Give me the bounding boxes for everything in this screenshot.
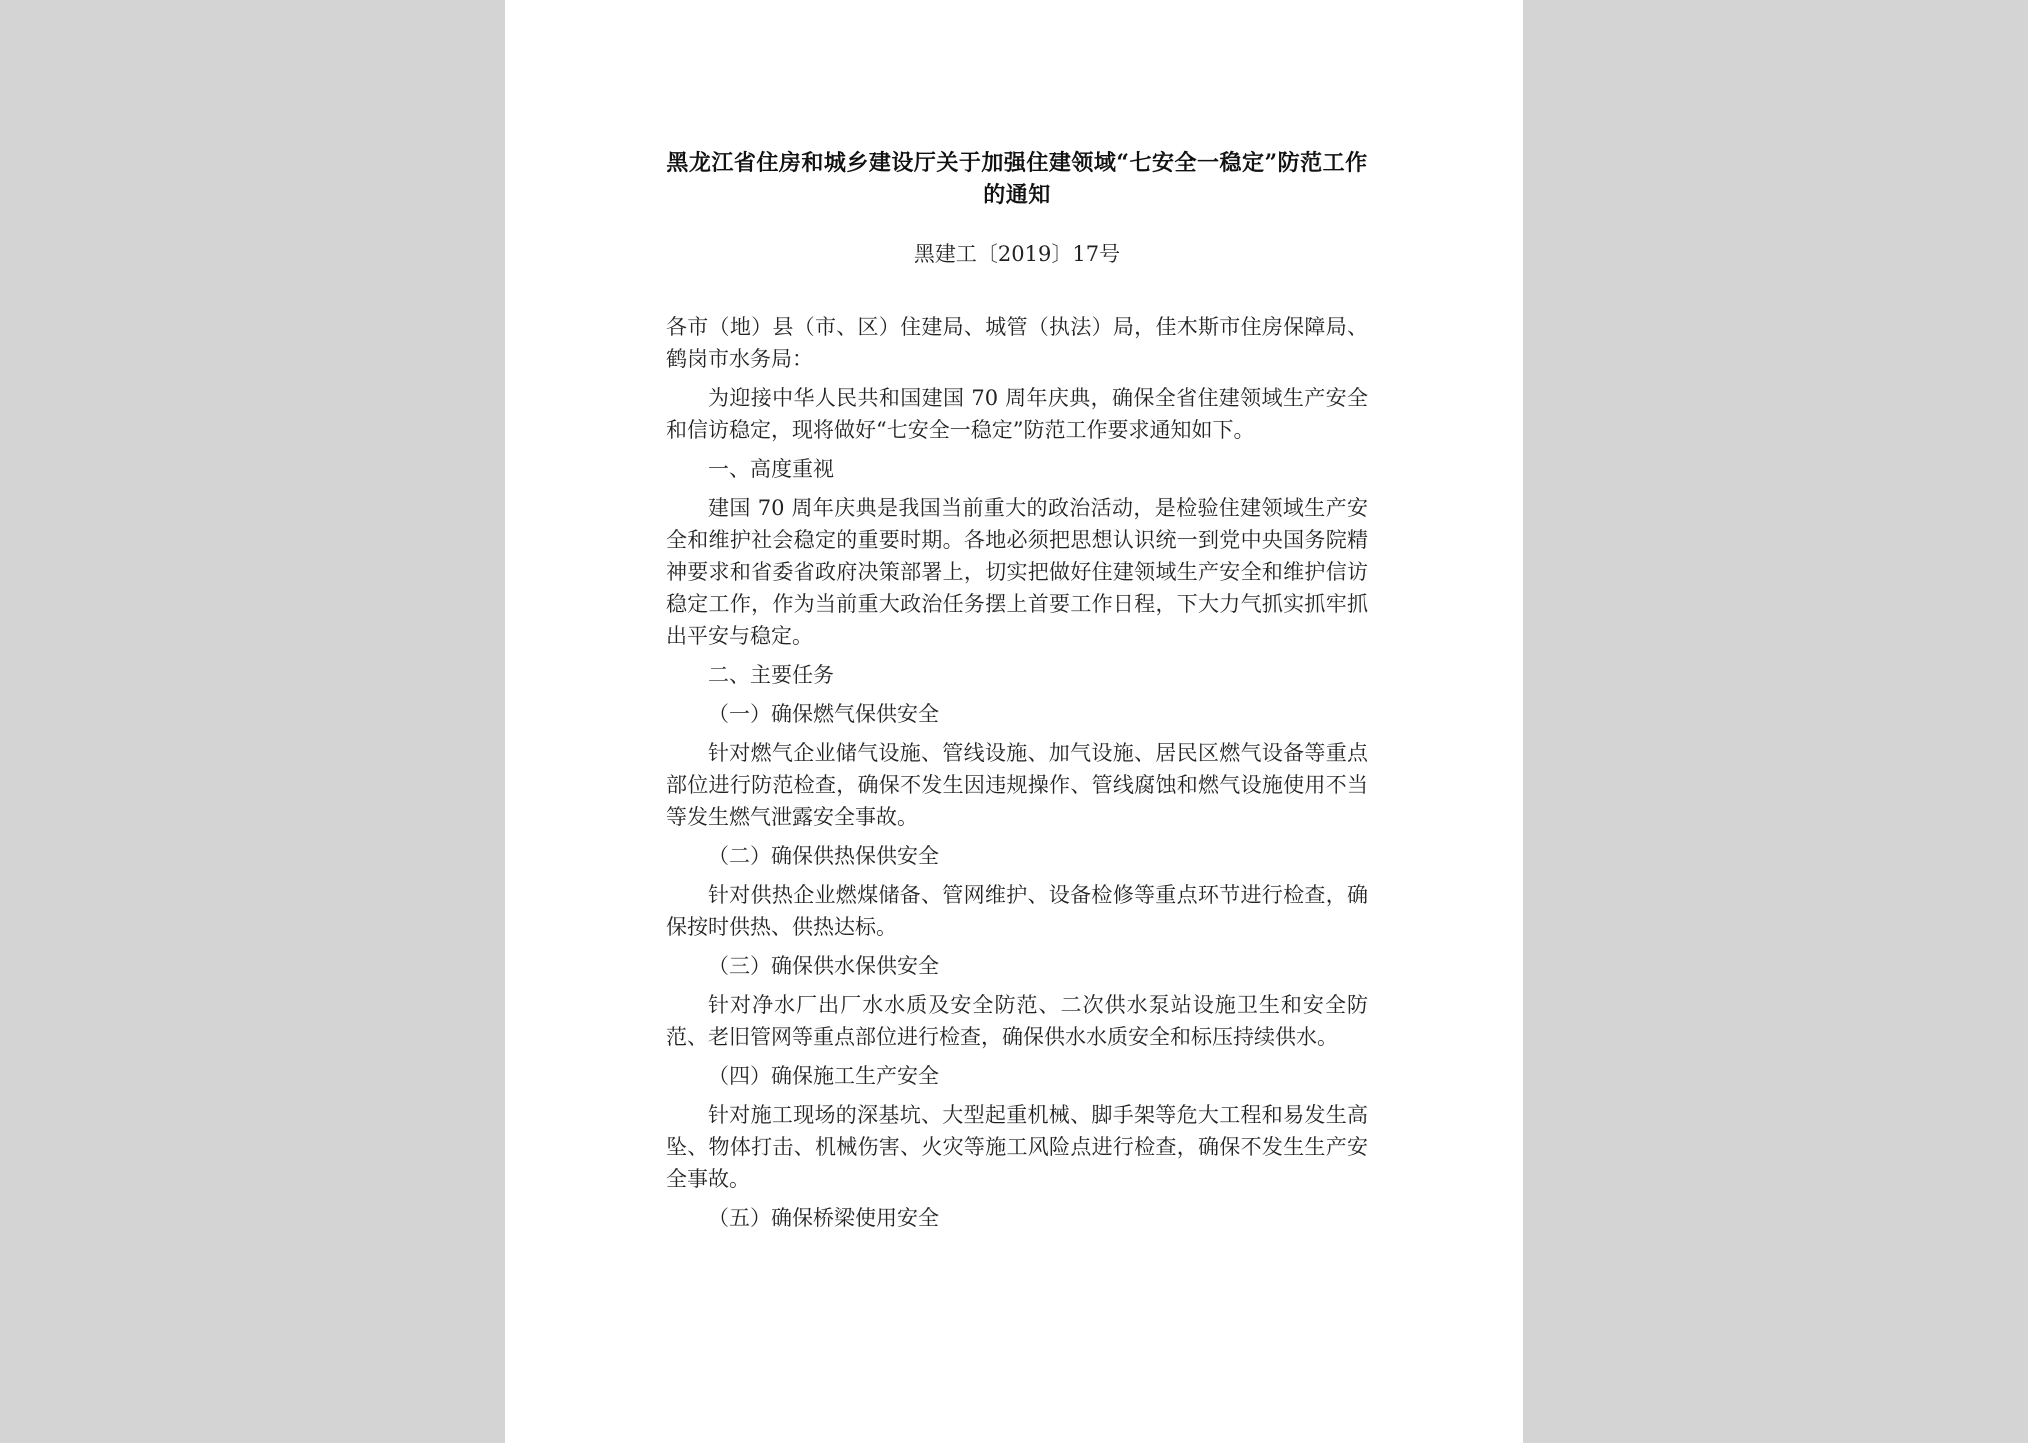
document-number: 黑建工〔2019〕17号: [913, 242, 1121, 266]
document-title: 黑龙江省住房和城乡建设厅关于加强住建领域“七安全一稳定”防范工作的通知: [666, 150, 1368, 208]
subsection-heading-2: （二）确保供热保供安全: [708, 844, 939, 868]
document-page: [505, 0, 1523, 1443]
section-heading-2: 二、主要任务: [708, 663, 834, 687]
subsection-text-4: 针对施工现场的深基坑、大型起重机械、脚手架等危大工程和易发生高坠、物体打击、机械伤害、火灾等施工风险点进行检查，确保不发生生产安全事故。: [666, 1103, 1368, 1191]
section-heading-1: 一、高度重视: [708, 457, 834, 481]
intro-paragraph: 为迎接中华人民共和国建国 70 周年庆典，确保全省住建领域生产安全和信访稳定，现将做好“七安全一稳定”防范工作要求通知如下。: [666, 386, 1368, 442]
subsection-text-1: 针对燃气企业储气设施、管线设施、加气设施、居民区燃气设备等重点部位进行防范检查，确保不发生因违规操作、管线腐蚀和燃气设施使用不当等发生燃气泄露安全事故。: [666, 741, 1368, 829]
document-body: [666, 311, 1368, 1234]
subsection-heading-1: （一）确保燃气保供安全: [708, 702, 939, 726]
subsection-heading-4: （四）确保施工生产安全: [708, 1064, 939, 1088]
addressee: 各市（地）县（市、区）住建局、城管（执法）局，佳木斯市住房保障局、鹤岗市水务局：: [666, 315, 1368, 371]
subsection-text-2: 针对供热企业燃煤储备、管网维护、设备检修等重点环节进行检查，确保按时供热、供热达标。: [666, 883, 1368, 939]
section-text-1: 建国 70 周年庆典是我国当前重大的政治活动，是检验住建领域生产安全和维护社会稳定的重要时期。各地必须把思想认识统一到党中央国务院精神要求和省委省政府决策部署上，切实把做好住建领域生产安全和维护信访稳定工作，作为当前重大政治任务摆上首要工作日程，下大力气抓实抓牢抓出平安与稳定。: [666, 496, 1368, 648]
subsection-heading-3: （三）确保供水保供安全: [708, 954, 939, 978]
document-content: [666, 147, 1368, 1241]
subsection-heading-5: （五）确保桥梁使用安全: [708, 1206, 939, 1230]
subsection-text-3: 针对净水厂出厂水水质及安全防范、二次供水泵站设施卫生和安全防范、老旧管网等重点部位进行检查，确保供水水质安全和标压持续供水。: [666, 993, 1368, 1049]
